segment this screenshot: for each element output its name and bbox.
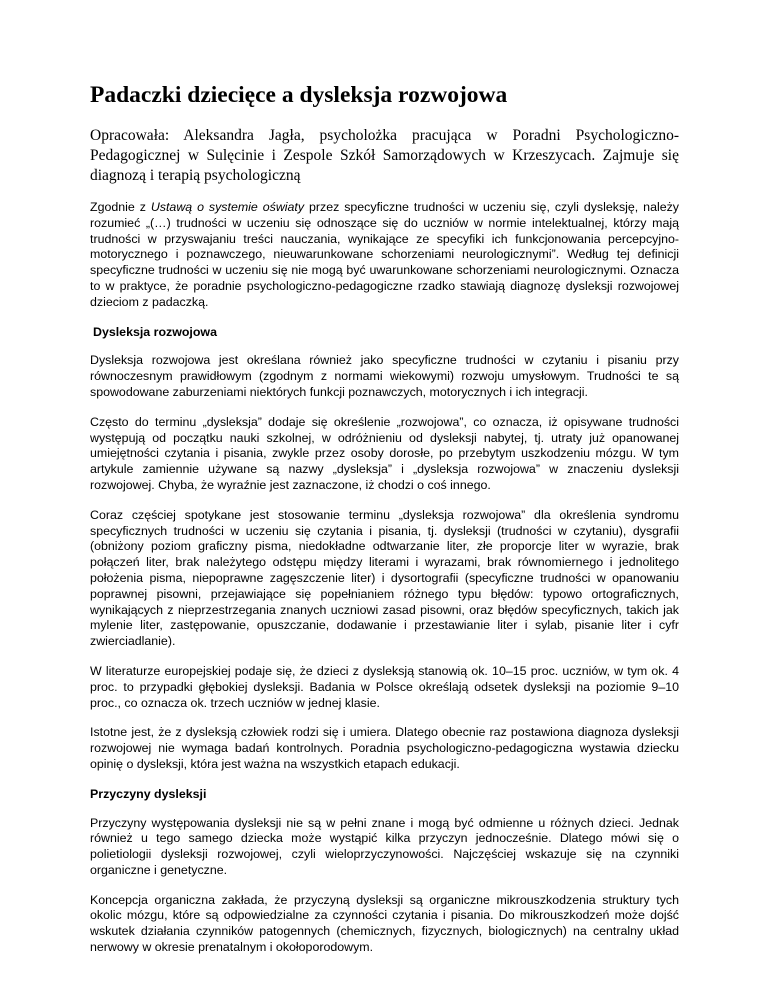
section-heading-dysleksja-rozwojowa: Dysleksja rozwojowa xyxy=(93,324,217,339)
intro-paragraph xyxy=(90,200,679,311)
law-reference: Ustawą o systemie oświaty xyxy=(150,200,305,214)
intro-text-after: przez specyficzne trudności w uczeniu się, czyli dysleksję, należy rozumieć „(…) trudności w uczeniu się odnoszące się do uczniów w normie intelektualnej, którzy mają trudności w przyswajaniu treści nauczania, wynikające ze specyfiki ich funkcjonowania percepcyjno-motorycznego i poznawczego, nieuwarunkowane schorzeniami neurologicznymi”. Według tej definicji specyficzne trudności w uczeniu się nie mogą być uwarunkowane schorzeniami neurologicznymi. Oznacza to w praktyce, że poradnie psychologiczno-pedagogiczne rzadko stawiają diagnozę dysleksji rozwojowej dzieciom z padaczką. xyxy=(90,200,679,309)
author-note: Opracowała: Aleksandra Jagła, psycholożka pracująca w Poradni Psychologiczno-Pedagogicznej w Sulęcinie i Zespole Szkół Samorządowych w Krzeszycach. Zajmuje się diagnozą i terapią psychologiczną xyxy=(90,127,679,184)
intro-text-before: Zgodnie z xyxy=(90,200,151,214)
paragraph: Coraz częściej spotykane jest stosowanie terminu „dysleksja rozwojowa” dla określenia syndromu specyficznych trudności w uczeniu się czytania i pisania, tj. dysleksji (trudności w czytaniu), dysgrafii (obniżony poziom graficzny pisma, niedokładne odtwarzanie liter, złe proporcje liter w wyrazie, brak połączeń liter, brak należytego odstępu między literami i wyrazami, brak równomiernego i jednolitego położenia pisma, niepoprawne zagęszczenie liter) i dysortografii (specyficzne trudności w opanowaniu poprawnej pisowni, przejawiające się popełnianiem różnego typu błędów: typowo ortograficznych, wynikających z nieprzestrzegania znanych uczniowi zasad pisowni, oraz błędów specyficznych, takich jak mylenie liter, zastępowanie, opuszczanie, dodawanie i przestawianie liter i sylab, pisanie liter i cyfr zwierciadlanie). xyxy=(90,507,679,649)
paragraph: W literaturze europejskiej podaje się, że dzieci z dysleksją stanowią ok. 10–15 proc. uczniów, w tym ok. 4 proc. to przypadki głębokiej dysleksji. Badania w Polsce określają odsetek dysleksji na poziomie 9–10 proc., co oznacza ok. trzech uczniów w jednej klasie. xyxy=(90,663,679,710)
paragraph: Przyczyny występowania dysleksji nie są w pełni znane i mogą być odmienne u różnych dzieci. Jednak również u tego samego dziecka może wystąpić kilka przyczyn jednocześnie. Dlatego mówi się o polietiologii dysleksji rozwojowej, czyli wieloprzyczynowości. Najczęściej wskazuje się na czynniki organiczne i genetyczne. xyxy=(90,815,679,877)
paragraph: Często do terminu „dysleksja” dodaje się określenie „rozwojowa”, co oznacza, iż opisywane trudności występują od początku nauki szkolnej, w odróżnieniu od dysleksji nabytej, tj. utraty już opanowanej umiejętności czytania i pisania, zwykle przez osoby dorosłe, po przebytym uszkodzeniu mózgu. W tym artykule zamiennie używane są nazwy „dysleksja” i „dysleksja rozwojowa” w znaczeniu dysleksji rozwojowej. Chyba, że wyraźnie jest zaznaczone, iż chodzi o coś innego. xyxy=(90,414,679,492)
paragraph: Dysleksja rozwojowa jest określana również jako specyficzne trudności w czytaniu i pisaniu przy równoczesnym prawidłowym (zgodnym z normami wiekowymi) rozwoju umysłowym. Trudności te są spowodowane zaburzeniami niektórych funkcji poznawczych, motorycznych i ich integracji. xyxy=(90,353,679,399)
section-heading-przyczyny-dysleksji: Przyczyny dysleksji xyxy=(90,786,207,801)
paragraph: Koncepcja organiczna zakłada, że przyczyną dysleksji są organiczne mikrouszkodzenia struktury tych okolic mózgu, które są odpowiedzialne za czynności czytania i pisania. Do mikrouszkodzeń może dojść wskutek działania czynników patogennych (chemicznych, fizycznych, biologicznych) na centralny układ nerwowy w okresie prenatalnym i okołoporodowym. xyxy=(90,892,679,955)
paragraph: Istotne jest, że z dysleksją człowiek rodzi się i umiera. Dlatego obecnie raz postawiona diagnoza dysleksji rozwojowej nie wymaga badań kontrolnych. Poradnia psychologiczno-pedagogiczna wystawia dziecku opinię o dysleksji, która jest ważna na wszystkich etapach edukacji. xyxy=(90,725,679,771)
document-title: Padaczki dziecięce a dysleksja rozwojowa xyxy=(90,82,508,108)
